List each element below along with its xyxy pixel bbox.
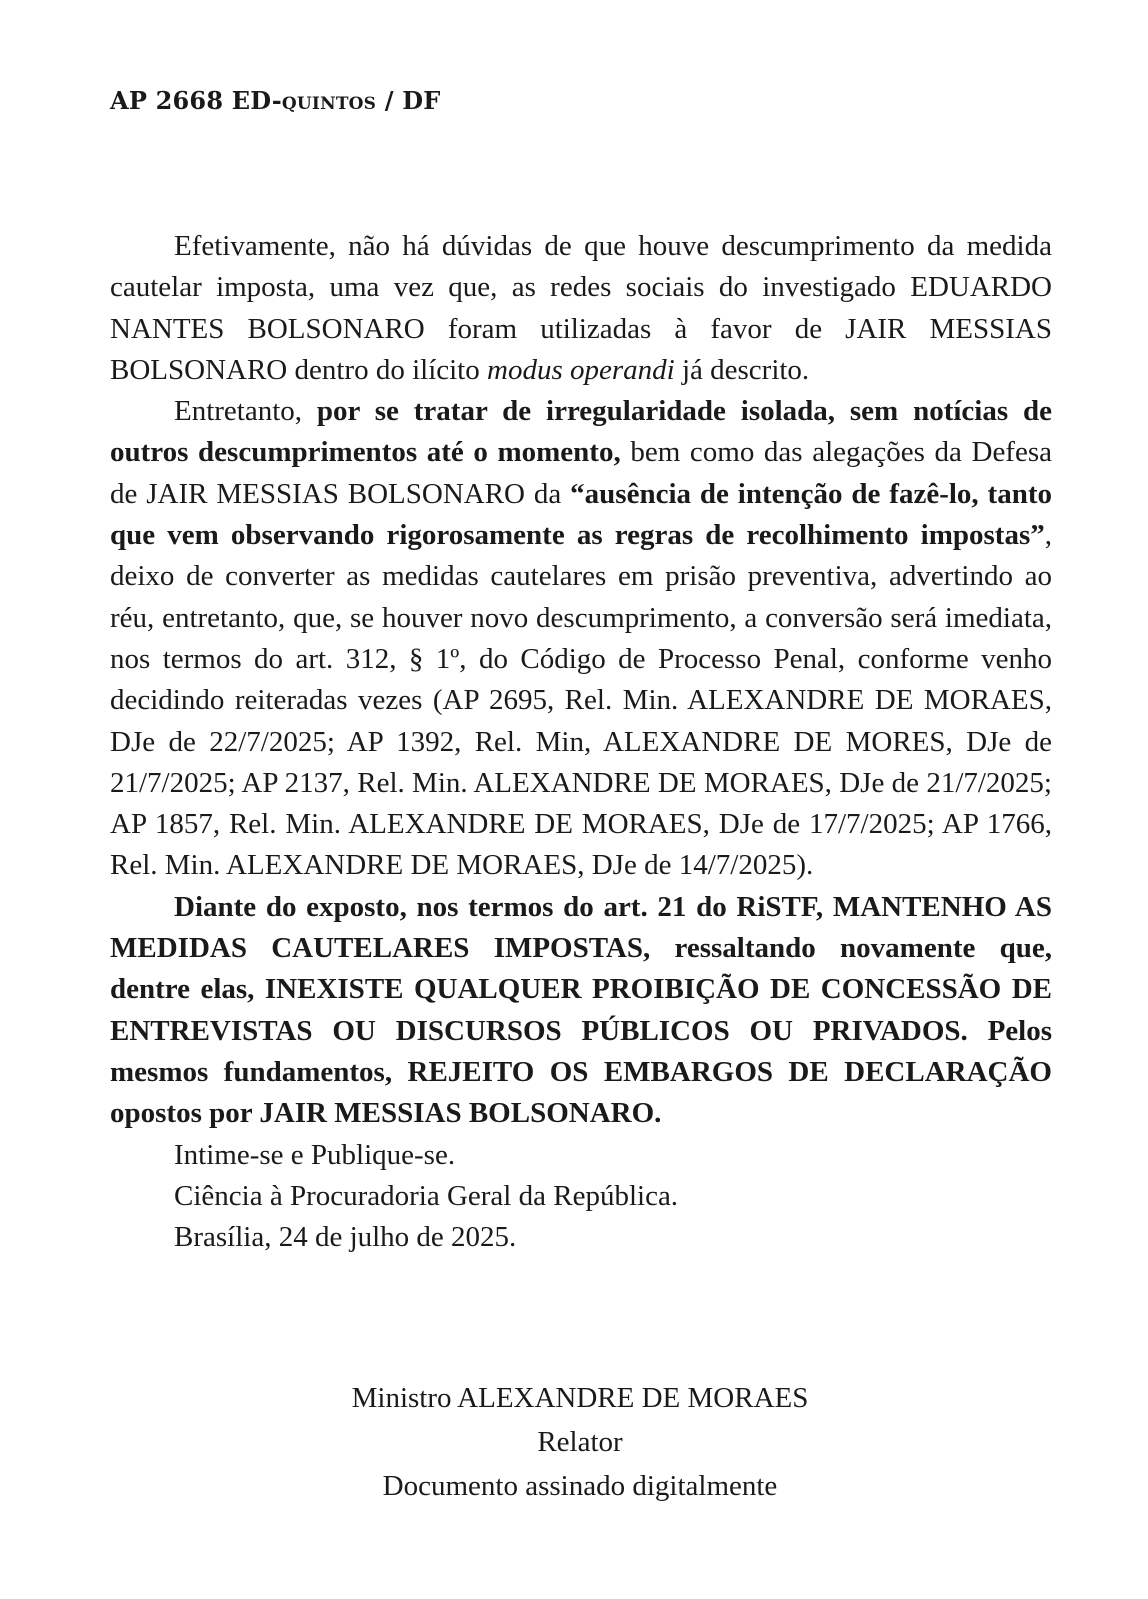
paragraph-bold-quote: “ausência de intenção de fazê-lo, tanto que vem observando rigorosamente as regras de recolhimento impostas” [110, 477, 1052, 552]
paragraph-text: já descrito. [674, 353, 810, 386]
case-jurisdiction: / DF [376, 86, 441, 115]
paragraph-bold: Diante do exposto, nos termos do art. 21 do RiSTF, MANTENHO AS MEDIDAS CAUTELARES IMPOSTAS, ressaltando novamente que, dentre elas, INEXISTE QUALQUER PROIBIÇÃO DE CONCESSÃO DE ENTREVISTAS OU DISCURSOS PÚBLICOS OU PRIVADOS. Pelos mesmos fundamentos, REJEITO OS EMBARGOS DE DECLARAÇÃO opostos por JAIR MESSIAS BOLSONARO. [110, 890, 1052, 1130]
paragraph-italic: modus operandi [487, 353, 675, 386]
paragraph-text: bem como das alegações da Defesa de JAIR MESSIAS BOLSONARO da [110, 436, 1052, 510]
paragraph-text: Efetivamente, não há dúvidas de que houve descumprimento da medida cautelar imposta, uma vez que, as redes sociais do investigado EDUARDO NANTES BOLSONARO foram utilizadas à favor de JAIR MESSIAS BOLSONARO dentro do ilícito [110, 230, 1052, 386]
paragraph-text: Entretanto, [174, 395, 317, 428]
signer-name: Ministro ALEXANDRE DE MORAES [351, 1382, 809, 1414]
case-header [110, 86, 440, 115]
paragraph-reasoning [110, 391, 1052, 887]
decision-body [110, 226, 1052, 1258]
signer-role: Relator [537, 1426, 623, 1458]
closing-notice: Ciência à Procuradoria Geral da República. [174, 1179, 679, 1212]
case-suffix-smallcaps: quintos [281, 86, 377, 115]
paragraph-bold: por se tratar de irregularidade isolada, sem notícias de outros descumprimentos até o momento, [110, 395, 1052, 469]
signature-note: Documento assinado digitalmente [382, 1470, 778, 1502]
closing-place-date: Brasília, 24 de julho de 2025. [174, 1221, 517, 1254]
paragraph-ruling [110, 887, 1052, 1135]
paragraph-finding [110, 226, 1052, 391]
paragraph-text: , deixo de converter as medidas cautelares em prisão preventiva, advertindo ao réu, entretanto, que, se houver novo descumprimento, a conversão será imediata, nos termos do art. 312, § 1º, do Código de Processo Penal, conforme venho decidindo reiteradas vezes (AP 2695, Rel. Min. ALEXANDRE DE MORAES, DJe de 22/7/2025; AP 1392, Rel. Min, ALEXANDRE DE MORES, DJe de 21/7/2025; AP 2137, Rel. Min. ALEXANDRE DE MORAES, DJe de 21/7/2025; AP 1857, Rel. Min. ALEXANDRE DE MORAES, DJe de 17/7/2025; AP 1766, Rel. Min. ALEXANDRE DE MORAES, DJe de 14/7/2025). [110, 519, 1052, 882]
signature-block [0, 1376, 1148, 1508]
case-number: AP 2668 ED- [110, 86, 282, 115]
closing-publish: Intime-se e Publique-se. [174, 1138, 456, 1171]
